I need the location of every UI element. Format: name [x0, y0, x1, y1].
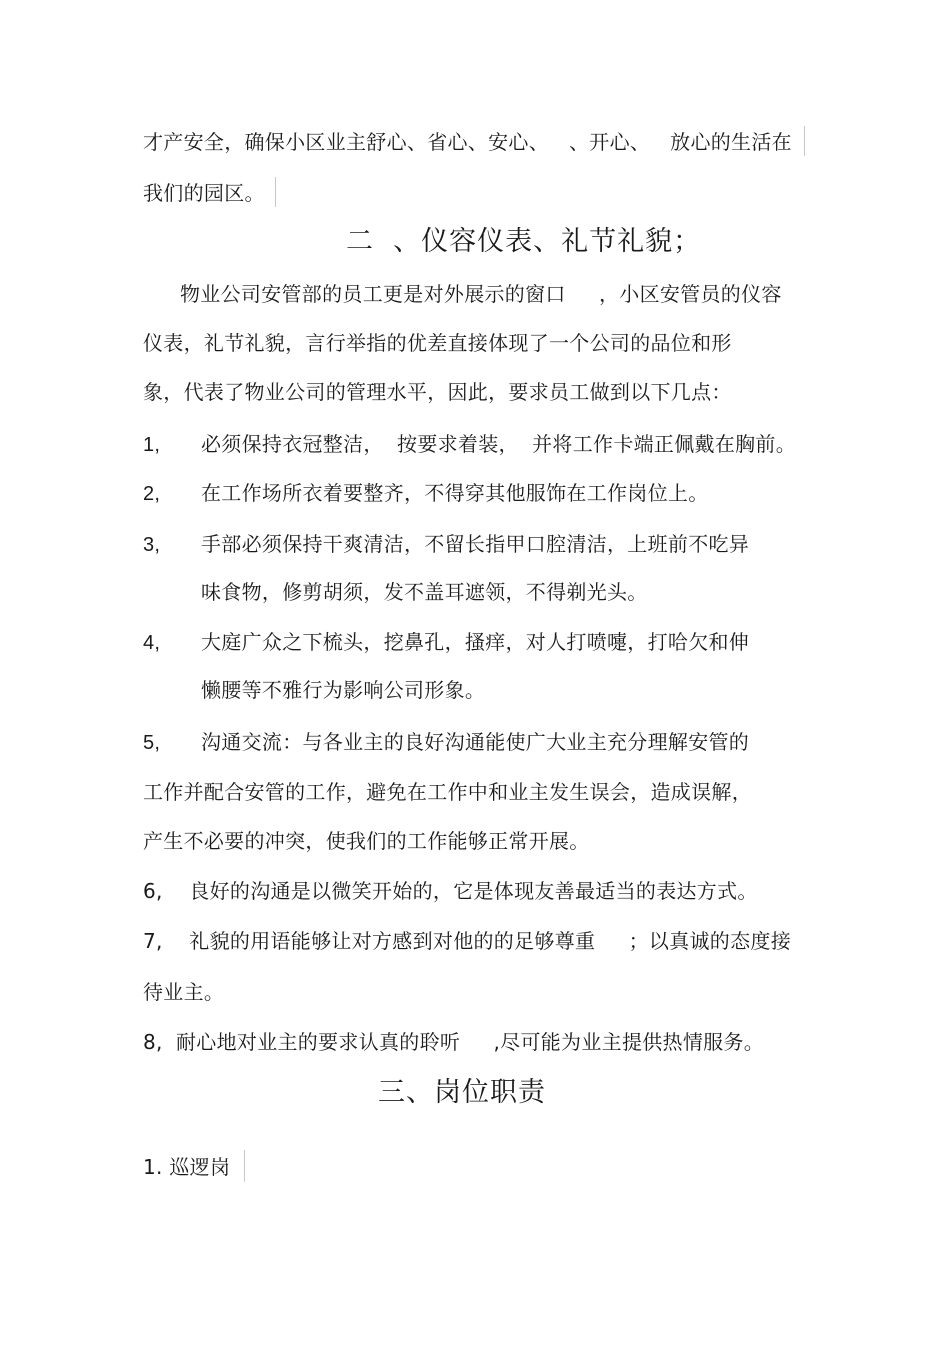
- paragraph-line: 我们的园区。: [143, 181, 265, 205]
- list-number: 1,: [143, 434, 161, 456]
- list-item-continuation: 懒腰等不雅行为影响公司形象。: [201, 678, 486, 702]
- list-item: [143, 629, 749, 656]
- list-item: [143, 729, 749, 756]
- list-item: [143, 431, 796, 458]
- paragraph-line: 工作并配合安管的工作，避免在工作中和业主发生误会，造成误解，: [143, 780, 752, 804]
- section-heading-2: 二 、仪容仪表、礼节礼貌；: [346, 226, 702, 257]
- list-text: 大庭广众之下梳头，挖鼻孔，搔痒，对人打喷嚏，打哈欠和伸: [201, 630, 750, 654]
- paragraph-line: 待业主。: [143, 980, 225, 1004]
- paragraph-line: 产生不必要的冲突，使我们的工作能够正常开展。: [143, 829, 590, 853]
- subsection-heading: 1. 巡逻岗: [143, 1155, 231, 1179]
- list-text: 必须保持衣冠整洁， 按要求着装， 并将工作卡端正佩戴在胸前。: [201, 432, 797, 456]
- section-heading-3: 三、岗位职责: [378, 1077, 546, 1108]
- list-number: 3,: [143, 534, 161, 556]
- margin-rule: [804, 126, 805, 156]
- list-text: 手部必须保持干爽清洁，不留长指甲口腔清洁，上班前不吃异: [201, 532, 750, 556]
- list-item: [143, 480, 709, 507]
- list-text: 沟通交流：与各业主的良好沟通能使广大业主充分理解安管的: [201, 730, 750, 754]
- list-item: 6, 良好的沟通是以微笑开始的，它是体现友善最适当的表达方式。: [143, 879, 758, 903]
- list-item: 7, 礼貌的用语能够让对方感到对他的的足够尊重 ；以真诚的态度接: [143, 929, 791, 953]
- list-number: 2,: [143, 483, 161, 505]
- paragraph-line: 才产安全，确保小区业主舒心、省心、安心、 、开心、 放心的生活在: [143, 130, 792, 154]
- paragraph-line: 象，代表了物业公司的管理水平，因此，要求员工做到以下几点：: [143, 380, 732, 404]
- list-item-continuation: 味食物，修剪胡须，发不盖耳遮领，不得剃光头。: [201, 580, 648, 604]
- margin-rule: [275, 177, 276, 207]
- paragraph-line: 仪表，礼节礼貌，言行举指的优差直接体现了一个公司的品位和形: [143, 331, 732, 355]
- list-text: 在工作场所衣着要整齐，不得穿其他服饰在工作岗位上。: [201, 481, 709, 505]
- list-number: 5,: [143, 732, 161, 754]
- list-item: 8, 耐心地对业主的要求认真的聆听 ,尽可能为业主提供热情服务。: [143, 1030, 765, 1054]
- list-item: [143, 531, 749, 558]
- margin-rule: [244, 1150, 245, 1182]
- list-number: 4,: [143, 632, 161, 654]
- paragraph-line: 物业公司安管部的员工更是对外展示的窗口 ，小区安管员的仪容: [180, 282, 782, 306]
